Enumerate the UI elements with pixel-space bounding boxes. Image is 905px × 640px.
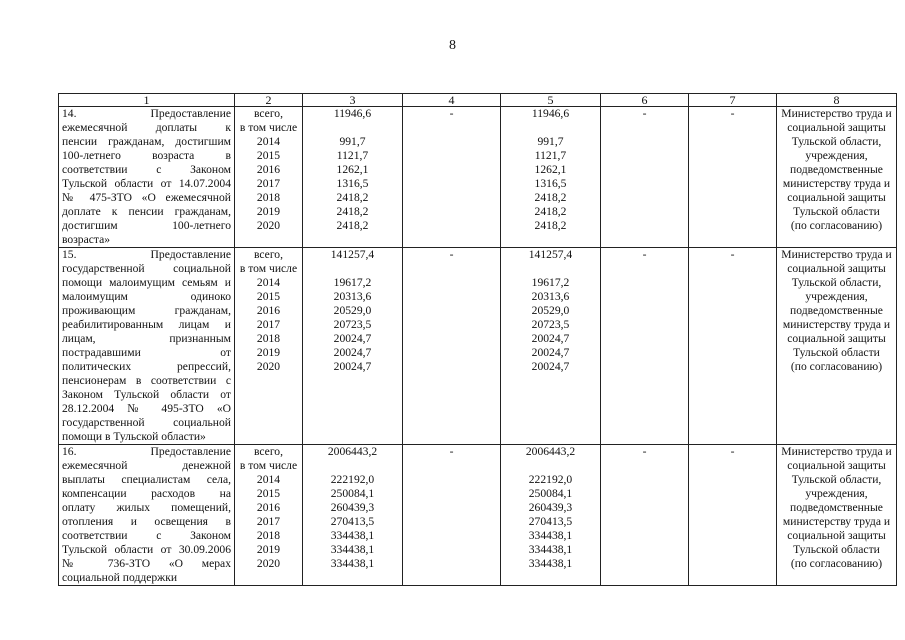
amount-other-cell: [689, 445, 777, 586]
cell-text: 100-летнего возраста в: [62, 149, 231, 162]
cell-text: № 475-ЗТО «О ежемесячной: [62, 191, 231, 204]
cell-text: 2020: [256, 360, 281, 373]
cell-text: 2015: [256, 149, 281, 162]
cell-text: [504, 262, 597, 276]
cell-text: 20313,6: [531, 290, 570, 303]
cell-text: 334438,1: [330, 557, 375, 570]
cell-text: 2015: [256, 487, 281, 500]
cell-text: -: [449, 107, 454, 120]
amount-other-cell: [689, 107, 777, 248]
cell-text: [306, 262, 399, 276]
cell-text: 2018: [256, 191, 281, 204]
cell-text: подведомственные: [790, 304, 883, 317]
cell-text: соответствии с Законом: [62, 163, 231, 176]
cell-text: 2017: [256, 177, 281, 190]
cell-text: 20723,5: [531, 318, 570, 331]
cell-text: 2014: [256, 276, 281, 289]
cell-text: 2418,2: [336, 205, 369, 218]
cell-text: 141257,4: [330, 248, 375, 261]
cell-text: Тульской области: [793, 205, 880, 218]
cell-text: оплату жилых помещений,: [62, 501, 231, 514]
cell-text: всего,: [253, 248, 283, 261]
cell-text: государственной социальной: [62, 262, 231, 275]
cell-text: 2017: [256, 318, 281, 331]
cell-text: 2018: [256, 332, 281, 345]
column-header: 6: [601, 94, 689, 107]
column-header: 4: [403, 94, 501, 107]
amount-federal-cell: [403, 107, 501, 248]
amount-local-cell: [601, 445, 689, 586]
cell-text: возраста»: [62, 233, 111, 246]
cell-text: социальной защиты: [787, 191, 886, 204]
cell-text: -: [642, 248, 647, 261]
cell-text: 16. Предоставление: [62, 445, 231, 458]
period-cell: [235, 107, 303, 248]
cell-text: 2418,2: [534, 205, 567, 218]
cell-text: ежемесячной денежной: [62, 459, 231, 472]
cell-text: 2018: [256, 529, 281, 542]
cell-text: 991,7: [537, 135, 564, 148]
cell-text: 14. Предоставление: [62, 107, 231, 120]
executor-cell: [777, 248, 897, 445]
cell-text: 2019: [256, 346, 281, 359]
cell-text: социальной защиты: [787, 332, 886, 345]
cell-text: Тульской области: [793, 346, 880, 359]
cell-text: 2016: [256, 501, 281, 514]
cell-text: министерству труда и: [782, 515, 891, 528]
measure-description: [59, 445, 235, 586]
amount-total-cell: [303, 107, 403, 248]
cell-text: 20024,7: [333, 346, 372, 359]
cell-text: 2017: [256, 515, 281, 528]
column-header: 5: [501, 94, 601, 107]
table-row: [59, 248, 897, 445]
cell-text: 2020: [256, 219, 281, 232]
cell-text: в том числе: [239, 262, 298, 275]
program-table: [58, 93, 897, 586]
cell-text: Тульской области,: [791, 473, 882, 486]
cell-text: -: [642, 445, 647, 458]
amount-federal-cell: [403, 248, 501, 445]
cell-text: 270413,5: [330, 515, 375, 528]
cell-text: 334438,1: [330, 543, 375, 556]
cell-text: 1316,5: [336, 177, 369, 190]
cell-text: 334438,1: [330, 529, 375, 542]
amount-federal-cell: [403, 445, 501, 586]
cell-text: 2014: [256, 135, 281, 148]
cell-text: Тульской области: [793, 543, 880, 556]
cell-text: 260439,3: [330, 501, 375, 514]
cell-text: учреждения,: [805, 487, 868, 500]
cell-text: Министерство труда и: [781, 445, 892, 458]
cell-text: 1262,1: [534, 163, 567, 176]
cell-text: ежемесячной доплаты к: [62, 121, 231, 134]
cell-text: социальной защиты: [787, 529, 886, 542]
cell-text: 2020: [256, 557, 281, 570]
cell-text: социальной защиты: [787, 262, 886, 275]
column-header: 2: [235, 94, 303, 107]
cell-text: 2418,2: [534, 219, 567, 232]
cell-text: -: [730, 248, 735, 261]
cell-text: Законом Тульской области от: [62, 388, 231, 401]
table-row: [59, 107, 897, 248]
cell-text: 2019: [256, 543, 281, 556]
cell-text: политических репрессий,: [62, 360, 231, 373]
cell-text: 20529,0: [531, 304, 570, 317]
amount-total-cell: [303, 445, 403, 586]
cell-text: Тульской области от 14.07.2004: [62, 177, 231, 190]
cell-text: министерству труда и: [782, 318, 891, 331]
cell-text: Министерство труда и: [781, 107, 892, 120]
cell-text: 11946,6: [531, 107, 570, 120]
column-header: 8: [777, 94, 897, 107]
cell-text: -: [730, 445, 735, 458]
cell-text: 20024,7: [531, 332, 570, 345]
cell-text: (по согласованию): [790, 219, 883, 232]
cell-text: в том числе: [239, 121, 298, 134]
cell-text: 222192,0: [528, 473, 573, 486]
cell-text: министерству труда и: [782, 177, 891, 190]
header-row: [59, 94, 897, 107]
cell-text: (по согласованию): [790, 557, 883, 570]
cell-text: всего,: [253, 445, 283, 458]
amount-other-cell: [689, 248, 777, 445]
cell-text: помощи в Тульской области»: [62, 430, 206, 443]
cell-text: [306, 121, 399, 135]
cell-text: 15. Предоставление: [62, 248, 231, 261]
cell-text: пострадавшими от: [62, 346, 231, 359]
cell-text: 11946,6: [333, 107, 372, 120]
cell-text: 2006443,2: [525, 445, 576, 458]
cell-text: [504, 459, 597, 473]
cell-text: 334438,1: [528, 543, 573, 556]
cell-text: 222192,0: [330, 473, 375, 486]
executor-cell: [777, 445, 897, 586]
cell-text: достигшим 100-летнего: [62, 219, 231, 232]
cell-text: № 736-ЗТО «О мерах: [62, 557, 231, 570]
amount-regional-cell: [501, 445, 601, 586]
cell-text: -: [449, 445, 454, 458]
cell-text: выплаты специалистам села,: [62, 473, 231, 486]
period-cell: [235, 445, 303, 586]
cell-text: Тульской области,: [791, 276, 882, 289]
cell-text: подведомственные: [790, 501, 883, 514]
cell-text: 28.12.2004 № 495-ЗТО «О: [62, 402, 231, 415]
cell-text: 141257,4: [528, 248, 573, 261]
cell-text: доплате к пенсии гражданам,: [62, 205, 231, 218]
amount-regional-cell: [501, 107, 601, 248]
cell-text: 20024,7: [531, 360, 570, 373]
cell-text: 19617,2: [531, 276, 570, 289]
cell-text: 20313,6: [333, 290, 372, 303]
cell-text: 250084,1: [528, 487, 573, 500]
cell-text: социальной защиты: [787, 121, 886, 134]
cell-text: 1121,7: [534, 149, 567, 162]
cell-text: 20529,0: [333, 304, 372, 317]
cell-text: 20024,7: [333, 332, 372, 345]
cell-text: 2016: [256, 163, 281, 176]
column-header: 7: [689, 94, 777, 107]
cell-text: учреждения,: [805, 290, 868, 303]
cell-text: 1316,5: [534, 177, 567, 190]
cell-text: реабилитированным лицам и: [62, 318, 231, 331]
cell-text: [306, 459, 399, 473]
cell-text: 2418,2: [336, 191, 369, 204]
cell-text: социальной защиты: [787, 459, 886, 472]
cell-text: пенсии гражданам, достигшим: [62, 135, 231, 148]
cell-text: 991,7: [339, 135, 366, 148]
cell-text: 2019: [256, 205, 281, 218]
cell-text: государственной социальной: [62, 416, 231, 429]
cell-text: 270413,5: [528, 515, 573, 528]
cell-text: 334438,1: [528, 529, 573, 542]
cell-text: помощи малоимущим семьям и: [62, 276, 231, 289]
amount-local-cell: [601, 248, 689, 445]
amount-regional-cell: [501, 248, 601, 445]
cell-text: (по согласованию): [790, 360, 883, 373]
cell-text: 2016: [256, 304, 281, 317]
cell-text: компенсации расходов на: [62, 487, 231, 500]
amount-total-cell: [303, 248, 403, 445]
cell-text: 2006443,2: [327, 445, 378, 458]
cell-text: 250084,1: [330, 487, 375, 500]
cell-text: пенсионерам в соответствии с: [62, 374, 231, 387]
cell-text: 334438,1: [528, 557, 573, 570]
cell-text: [504, 121, 597, 135]
cell-text: подведомственные: [790, 163, 883, 176]
cell-text: 2014: [256, 473, 281, 486]
cell-text: 20024,7: [531, 346, 570, 359]
cell-text: 1262,1: [336, 163, 369, 176]
cell-text: -: [730, 107, 735, 120]
cell-text: -: [642, 107, 647, 120]
cell-text: учреждения,: [805, 149, 868, 162]
column-header: 1: [59, 94, 235, 107]
cell-text: -: [449, 248, 454, 261]
cell-text: Тульской области от 30.09.2006: [62, 543, 231, 556]
executor-cell: [777, 107, 897, 248]
cell-text: Министерство труда и: [781, 248, 892, 261]
cell-text: 19617,2: [333, 276, 372, 289]
column-header: 3: [303, 94, 403, 107]
measure-description: [59, 107, 235, 248]
cell-text: социальной поддержки: [62, 571, 178, 584]
cell-text: в том числе: [239, 459, 298, 472]
amount-local-cell: [601, 107, 689, 248]
cell-text: 20723,5: [333, 318, 372, 331]
period-cell: [235, 248, 303, 445]
cell-text: 2015: [256, 290, 281, 303]
cell-text: проживающим гражданам,: [62, 304, 231, 317]
cell-text: 2418,2: [336, 219, 369, 232]
cell-text: 20024,7: [333, 360, 372, 373]
cell-text: 260439,3: [528, 501, 573, 514]
cell-text: лицам, признанным: [62, 332, 231, 345]
cell-text: всего,: [253, 107, 283, 120]
page-number: 8: [449, 38, 456, 53]
cell-text: малоимущим одиноко: [62, 290, 231, 303]
cell-text: отопления и освещения в: [62, 515, 231, 528]
cell-text: соответствии с Законом: [62, 529, 231, 542]
cell-text: Тульской области,: [791, 135, 882, 148]
cell-text: 2418,2: [534, 191, 567, 204]
measure-description: [59, 248, 235, 445]
table-row: [59, 445, 897, 586]
cell-text: 1121,7: [336, 149, 369, 162]
